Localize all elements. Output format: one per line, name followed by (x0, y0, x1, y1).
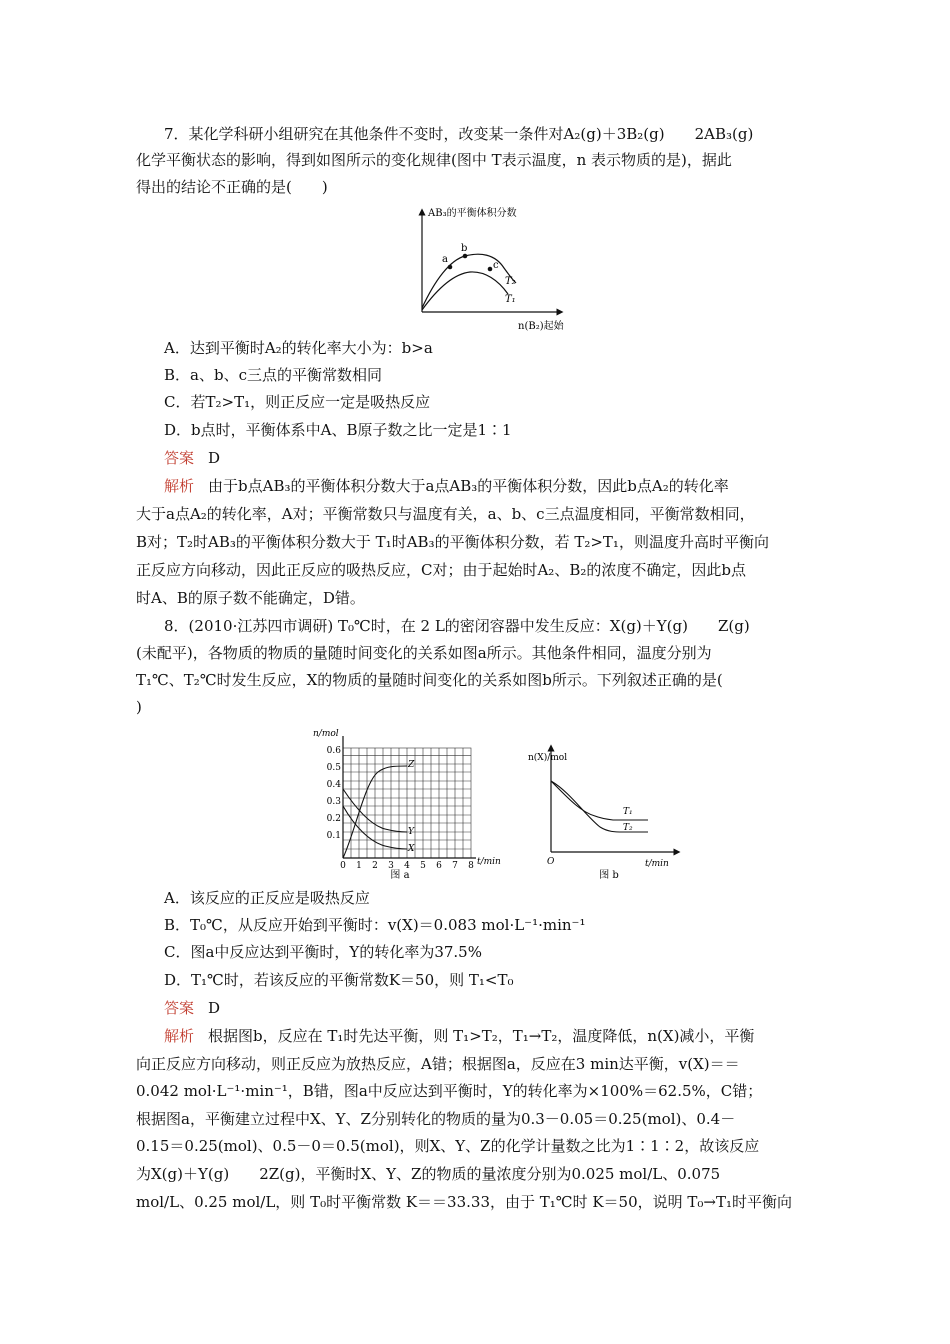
q8b-x-label: t/min (645, 859, 669, 869)
q7-answer-line (164, 448, 220, 468)
q7-stem-line-3: 得出的结论不正确的是( ) (136, 178, 328, 196)
q7-option-a: A．达到平衡时A₂的转化率大小为：b>a (164, 339, 433, 357)
q8-stem-line-3: T₁℃、T₂℃时发生反应，X的物质的量随时间变化的关系如图b所示。下列叙述正确的是( (136, 671, 723, 689)
q8-analysis-text-1: 根据图b，反应在 T₁时先达平衡，则 T₁>T₂，T₁→T₂，温度降低，n(X)减小，平衡 (208, 1027, 755, 1045)
q8-analysis-line-5: 0.15＝0.25(mol)、0.5－0＝0.5(mol)，则X、Y、Z的化学计量数之比为1∶1∶2，故该反应 (136, 1137, 760, 1155)
q7-x-label: n(B₂)起始 (518, 321, 564, 332)
q8b-y-label: n(X)/mol (528, 753, 568, 763)
q7-option-b: B．a、b、c三点的平衡常数相同 (164, 366, 382, 384)
q7-label-b: b (461, 243, 468, 254)
q8a-ytick-0.5: 0.5 (326, 763, 341, 773)
q7-curve-t2 (422, 254, 516, 308)
q7-option-c: C．若T₂>T₁，则正反应一定是吸热反应 (164, 393, 431, 411)
q8a-xtick-5: 5 (420, 861, 426, 871)
q8-answer: D (208, 999, 221, 1017)
q7-analysis-line-4: 正反应方向移动，因此正反应的吸热反应，C对；由于起始时A₂、B₂的浓度不确定，因此b点 (136, 561, 746, 579)
q8a-y-label: n/mol (313, 729, 339, 739)
q8b-label-t2: T₂ (623, 823, 633, 833)
q8-stem-line-1: 8．(2010·江苏四市调研) T₀℃时，在 2 L的密闭容器中发生反应：X(g)＋Y(g) Z(g) (164, 617, 750, 635)
q8a-xtick-2: 2 (372, 861, 378, 871)
q8b-curve-t2 (551, 781, 648, 832)
q8a-label-y: Y (408, 827, 414, 837)
q8a-xtick-8: 8 (468, 861, 474, 871)
q8-option-c: C．图a中反应达到平衡时，Y的转化率为37.5% (164, 943, 482, 961)
q7-analysis-line-2: 大于a点A₂的转化率，A对；平衡常数只与温度有关，a、b、c三点温度相同，平衡常数相同， (136, 505, 755, 523)
q7-analysis-label: 解析 (164, 477, 195, 495)
q7-label-a: a (442, 254, 448, 265)
q8a-x-label: t/min (477, 857, 501, 867)
q8-figure-b (528, 740, 685, 881)
q7-analysis-line-5: 时A、B的原子数不能确定，D错。 (136, 589, 365, 607)
q8a-ytick-0.4: 0.4 (326, 780, 341, 790)
q8a-label-z: Z (408, 760, 415, 770)
q7-analysis-text-1: 由于b点AB₃的平衡体积分数大于a点AB₃的平衡体积分数，因此b点A₂的转化率 (208, 477, 729, 495)
q8a-ytick-0.2: 0.2 (326, 814, 341, 824)
q8a-xtick-4: 4 (404, 861, 410, 871)
q7-figure (400, 200, 580, 335)
q7-stem-line-1: 7．某化学科研小组研究在其他条件不变时，改变某一条件对A₂(g)＋3B₂(g) 2AB₃(g) (164, 125, 754, 143)
q7-y-label: AB₃的平衡体积分数 (428, 208, 517, 219)
q7-answer: D (208, 449, 221, 467)
q8-answer-line (164, 998, 220, 1018)
q8-analysis-line-7: mol/L、0.25 mol/L，则 T₀时平衡常数 K＝＝33.33，由于 T₁℃时 K＝50，说明 T₀→T₁时平衡向 (136, 1193, 793, 1211)
q8-stem-line-2: (未配平)，各物质的物质的量随时间变化的关系如图a所示。其他条件相同，温度分别为 (136, 644, 712, 662)
q8-option-b: B．T₀℃，从反应开始到平衡时：v(X)＝0.083 mol·L⁻¹·min⁻¹ (164, 916, 586, 934)
q8b-curve-t1 (551, 781, 648, 820)
q7-point-a (448, 265, 453, 270)
q8a-xtick-6: 6 (436, 861, 442, 871)
q8-option-d: D．T₁℃时，若该反应的平衡常数K＝50，则 T₁<T₀ (164, 971, 514, 989)
q7-answer-label: 答案 (164, 449, 195, 467)
q8a-ytick-0.6: 0.6 (326, 746, 341, 756)
q8a-label-x: X (408, 844, 415, 854)
q8-option-a: A．该反应的正反应是吸热反应 (164, 889, 370, 907)
q8a-caption: 图 a (390, 870, 410, 881)
q8a-ytick-0.1: 0.1 (326, 831, 341, 841)
q7-analysis-line-1 (164, 476, 729, 496)
q7-label-t2: T₂ (505, 276, 516, 287)
q8a-ytick-0.3: 0.3 (326, 797, 341, 807)
q7-label-c: c (493, 260, 499, 271)
q8-analysis-line-2: 向正反应方向移动，则正反应为放热反应，A错；根据图a，反应在3 min达平衡，v(X)＝＝ (136, 1055, 740, 1073)
q8-stem-line-4: ) (136, 698, 142, 716)
q8b-label-t1: T₁ (623, 807, 633, 817)
q7-stem-line-2: 化学平衡状态的影响，得到如图所示的变化规律(图中 T表示温度，n 表示物质的是)，据此 (136, 151, 732, 169)
q8a-xtick-0: 0 (340, 861, 346, 871)
q8-analysis-line-3: 0.042 mol·L⁻¹·min⁻¹，B错，图a中反应达到平衡时，Y的转化率为×100%＝62.5%，C错； (136, 1082, 763, 1100)
q7-option-d: D．b点时，平衡体系中A、B原子数之比一定是1∶1 (164, 421, 512, 439)
q8-figure-a (310, 722, 510, 882)
q7-point-b (463, 254, 468, 259)
q8-analysis-line-6: 为X(g)＋Y(g) 2Z(g)，平衡时X、Y、Z的物质的量浓度分别为0.025 mol/L、0.075 (136, 1165, 721, 1183)
q8-analysis-line-4: 根据图a，平衡建立过程中X、Y、Z分别转化的物质的量为0.3－0.05＝0.25(mol)、0.4－ (136, 1110, 736, 1128)
q8b-caption: 图 b (599, 870, 619, 881)
q8a-xtick-7: 7 (452, 861, 458, 871)
q8-analysis-line-1 (164, 1026, 754, 1046)
q8b-origin: O (547, 857, 555, 867)
q8-analysis-label: 解析 (164, 1027, 195, 1045)
q7-label-t1: T₁ (505, 294, 516, 305)
q8-answer-label: 答案 (164, 999, 195, 1017)
q8a-xtick-3: 3 (388, 861, 394, 871)
q8a-xtick-1: 1 (356, 861, 362, 871)
q7-analysis-line-3: B对；T₂时AB₃的平衡体积分数大于 T₁时AB₃的平衡体积分数，若 T₂>T₁，则温度升高时平衡向 (136, 533, 769, 551)
q7-point-c (488, 267, 493, 272)
q7-curve-t1 (422, 272, 508, 310)
